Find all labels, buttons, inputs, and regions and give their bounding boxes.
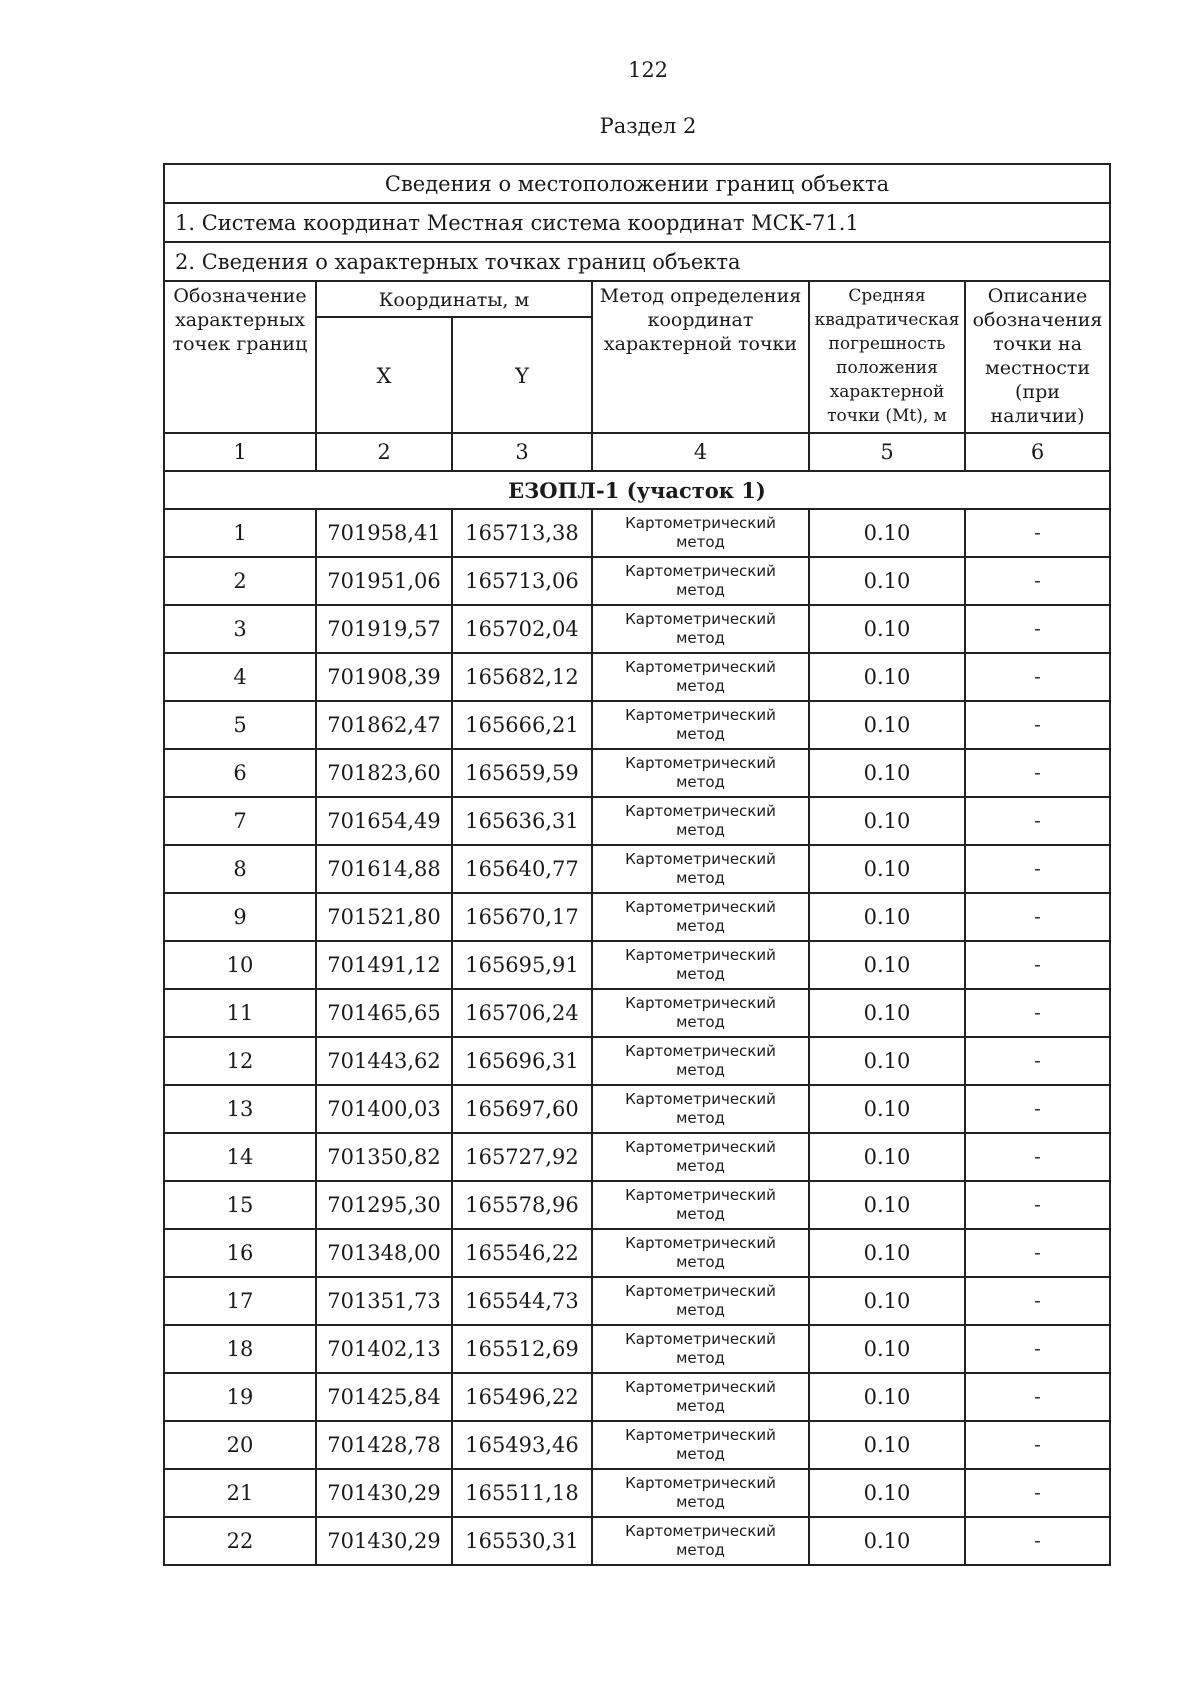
table-row [164,797,1110,845]
description-cell: - [965,1277,1110,1325]
point-number-cell: 17 [164,1277,316,1325]
point-number-cell: 2 [164,557,316,605]
x-coordinate-cell: 701348,00 [316,1229,452,1277]
description-cell: - [965,509,1110,557]
header-designation: Обозначение характерных точек границ [164,281,316,433]
y-coordinate-cell: 165511,18 [452,1469,592,1517]
y-coordinate-cell: 165702,04 [452,605,592,653]
method-cell: Картометрический метод [592,1181,809,1229]
description-cell: - [965,749,1110,797]
description-cell: - [965,1421,1110,1469]
method-cell: Картометрический метод [592,941,809,989]
x-coordinate-cell: 701862,47 [316,701,452,749]
description-cell: - [965,1181,1110,1229]
table-row [164,1181,1110,1229]
table-row [164,1229,1110,1277]
table-row [164,1421,1110,1469]
error-cell: 0.10 [809,1373,965,1421]
description-cell: - [965,1229,1110,1277]
x-coordinate-cell: 701295,30 [316,1181,452,1229]
method-cell: Картометрический метод [592,845,809,893]
table-row [164,1277,1110,1325]
description-cell: - [965,1517,1110,1565]
description-cell: - [965,557,1110,605]
y-coordinate-cell: 165682,12 [452,653,592,701]
point-number-cell: 15 [164,1181,316,1229]
method-cell: Картометрический метод [592,1517,809,1565]
header-description: Описание обозначения точки на местности (при наличии) [965,281,1110,433]
table-row [164,557,1110,605]
x-coordinate-cell: 701908,39 [316,653,452,701]
error-cell: 0.10 [809,1085,965,1133]
description-cell: - [965,845,1110,893]
error-cell: 0.10 [809,1229,965,1277]
point-number-cell: 8 [164,845,316,893]
error-cell: 0.10 [809,1037,965,1085]
table-row [164,941,1110,989]
page-number: 122 [627,58,669,82]
description-cell: - [965,941,1110,989]
y-coordinate-cell: 165696,31 [452,1037,592,1085]
error-cell: 0.10 [809,941,965,989]
method-cell: Картометрический метод [592,989,809,1037]
description-cell: - [965,1085,1110,1133]
header-coordinates: Координаты, м [316,281,592,317]
x-coordinate-cell: 701400,03 [316,1085,452,1133]
section-label: ЕЗОПЛ-1 (участок 1) [164,471,1110,509]
error-cell: 0.10 [809,1277,965,1325]
description-cell: - [965,605,1110,653]
x-coordinate-cell: 701491,12 [316,941,452,989]
x-coordinate-cell: 701958,41 [316,509,452,557]
point-number-cell: 22 [164,1517,316,1565]
table-row [164,1085,1110,1133]
table-row [164,509,1110,557]
section-title: Раздел 2 [599,114,697,138]
method-cell: Картометрический метод [592,797,809,845]
x-coordinate-cell: 701654,49 [316,797,452,845]
error-cell: 0.10 [809,1181,965,1229]
method-cell: Картометрический метод [592,1325,809,1373]
section-row [164,471,1110,509]
x-coordinate-cell: 701351,73 [316,1277,452,1325]
y-coordinate-cell: 165544,73 [452,1277,592,1325]
point-number-cell: 5 [164,701,316,749]
method-cell: Картометрический метод [592,1133,809,1181]
table-row [164,605,1110,653]
y-coordinate-cell: 165713,38 [452,509,592,557]
point-number-cell: 3 [164,605,316,653]
y-coordinate-cell: 165697,60 [452,1085,592,1133]
method-cell: Картометрический метод [592,557,809,605]
header-method: Метод определения координат характерной точки [592,281,809,433]
table-row [164,653,1110,701]
x-coordinate-cell: 701430,29 [316,1517,452,1565]
description-cell: - [965,1133,1110,1181]
column-number: 1 [164,433,316,471]
point-number-cell: 13 [164,1085,316,1133]
column-number: 6 [965,433,1110,471]
point-number-cell: 20 [164,1421,316,1469]
x-coordinate-cell: 701428,78 [316,1421,452,1469]
description-cell: - [965,701,1110,749]
x-coordinate-cell: 701425,84 [316,1373,452,1421]
point-number-cell: 4 [164,653,316,701]
description-cell: - [965,1469,1110,1517]
x-coordinate-cell: 701614,88 [316,845,452,893]
y-coordinate-cell: 165706,24 [452,989,592,1037]
table-row [164,1325,1110,1373]
method-cell: Картометрический метод [592,893,809,941]
error-cell: 0.10 [809,1421,965,1469]
header-y: Y [452,317,592,433]
x-coordinate-cell: 701402,13 [316,1325,452,1373]
description-cell: - [965,797,1110,845]
y-coordinate-cell: 165530,31 [452,1517,592,1565]
y-coordinate-cell: 165713,06 [452,557,592,605]
table-row [164,845,1110,893]
point-number-cell: 6 [164,749,316,797]
point-number-cell: 18 [164,1325,316,1373]
point-number-cell: 9 [164,893,316,941]
header-error: Средняя квадратическая погрешность положения характерной точки (Mt), м [809,281,965,433]
error-cell: 0.10 [809,845,965,893]
error-cell: 0.10 [809,989,965,1037]
error-cell: 0.10 [809,893,965,941]
error-cell: 0.10 [809,1325,965,1373]
method-cell: Картометрический метод [592,1229,809,1277]
error-cell: 0.10 [809,749,965,797]
column-number: 4 [592,433,809,471]
table-row [164,1517,1110,1565]
y-coordinate-cell: 165636,31 [452,797,592,845]
method-cell: Картометрический метод [592,605,809,653]
point-number-cell: 11 [164,989,316,1037]
y-coordinate-cell: 165670,17 [452,893,592,941]
table-row [164,1133,1110,1181]
point-number-cell: 7 [164,797,316,845]
y-coordinate-cell: 165695,91 [452,941,592,989]
error-cell: 0.10 [809,797,965,845]
point-number-cell: 1 [164,509,316,557]
point-number-cell: 19 [164,1373,316,1421]
table-row [164,1469,1110,1517]
method-cell: Картометрический метод [592,701,809,749]
y-coordinate-cell: 165666,21 [452,701,592,749]
header-x: X [316,317,452,433]
description-cell: - [965,1373,1110,1421]
error-cell: 0.10 [809,509,965,557]
points-info-row: 2. Сведения о характерных точках границ объекта [164,242,1110,281]
point-number-cell: 12 [164,1037,316,1085]
description-cell: - [965,653,1110,701]
point-number-cell: 16 [164,1229,316,1277]
method-cell: Картометрический метод [592,653,809,701]
y-coordinate-cell: 165496,22 [452,1373,592,1421]
error-cell: 0.10 [809,1517,965,1565]
error-cell: 0.10 [809,557,965,605]
x-coordinate-cell: 701919,57 [316,605,452,653]
y-coordinate-cell: 165512,69 [452,1325,592,1373]
point-number-cell: 21 [164,1469,316,1517]
column-numbers-row [164,433,1110,471]
table-title: Сведения о местоположении границ объекта [164,164,1110,203]
column-number: 5 [809,433,965,471]
table-row [164,1037,1110,1085]
x-coordinate-cell: 701350,82 [316,1133,452,1181]
method-cell: Картометрический метод [592,1037,809,1085]
method-cell: Картометрический метод [592,1421,809,1469]
error-cell: 0.10 [809,605,965,653]
point-number-cell: 14 [164,1133,316,1181]
table-row [164,989,1110,1037]
x-coordinate-cell: 701465,65 [316,989,452,1037]
y-coordinate-cell: 165578,96 [452,1181,592,1229]
y-coordinate-cell: 165727,92 [452,1133,592,1181]
y-coordinate-cell: 165640,77 [452,845,592,893]
error-cell: 0.10 [809,701,965,749]
error-cell: 0.10 [809,653,965,701]
x-coordinate-cell: 701521,80 [316,893,452,941]
description-cell: - [965,1037,1110,1085]
method-cell: Картометрический метод [592,1277,809,1325]
x-coordinate-cell: 701430,29 [316,1469,452,1517]
error-cell: 0.10 [809,1469,965,1517]
point-number-cell: 10 [164,941,316,989]
column-number: 3 [452,433,592,471]
description-cell: - [965,893,1110,941]
description-cell: - [965,989,1110,1037]
table-row [164,1373,1110,1421]
y-coordinate-cell: 165493,46 [452,1421,592,1469]
y-coordinate-cell: 165546,22 [452,1229,592,1277]
method-cell: Картометрический метод [592,1085,809,1133]
column-number: 2 [316,433,452,471]
table-row [164,701,1110,749]
table-row [164,749,1110,797]
method-cell: Картометрический метод [592,1373,809,1421]
table-row [164,893,1110,941]
method-cell: Картометрический метод [592,509,809,557]
method-cell: Картометрический метод [592,749,809,797]
y-coordinate-cell: 165659,59 [452,749,592,797]
x-coordinate-cell: 701951,06 [316,557,452,605]
x-coordinate-cell: 701823,60 [316,749,452,797]
error-cell: 0.10 [809,1133,965,1181]
method-cell: Картометрический метод [592,1469,809,1517]
boundary-points-table [163,163,1111,1566]
description-cell: - [965,1325,1110,1373]
x-coordinate-cell: 701443,62 [316,1037,452,1085]
coord-system-row: 1. Система координат Местная система координат МСК-71.1 [164,203,1110,242]
